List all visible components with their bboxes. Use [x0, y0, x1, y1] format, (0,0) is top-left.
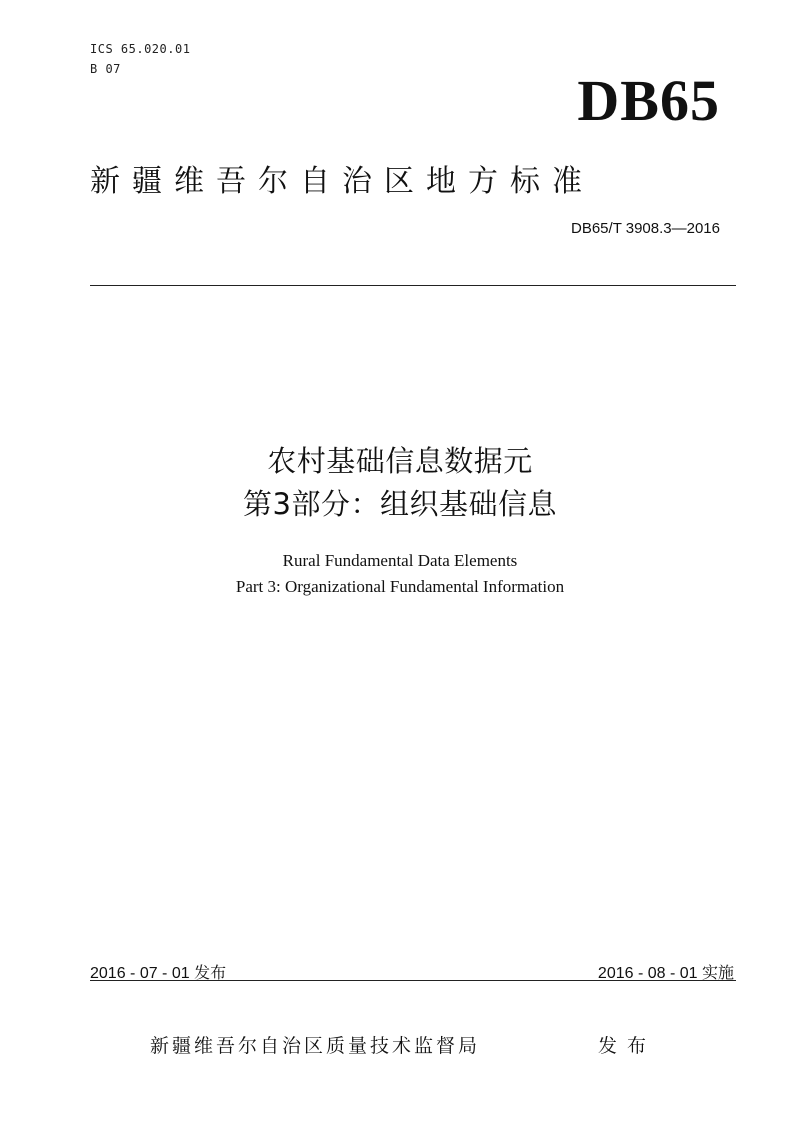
ics-code: ICS 65.020.01 [90, 42, 191, 56]
standard-type-heading: 新疆维吾尔自治区地方标准 [90, 164, 594, 199]
title-en-line1: Rural Fundamental Data Elements [282, 551, 518, 570]
ccs-code: B 07 [90, 62, 121, 76]
title-en-line2: Part 3: Organizational Fundamental Information [235, 577, 565, 596]
publish-date: 2016 - 07 - 01 发布 [90, 965, 227, 982]
top-divider [90, 285, 736, 286]
issuer-name: 新疆维吾尔自治区质量技术监督局 [150, 1035, 481, 1057]
title-cn-line1: 农村基础信息数据元 [267, 444, 533, 478]
title-cn-line2: 第3部分：组织基础信息 [243, 487, 557, 521]
implement-date: 2016 - 08 - 01 实施 [597, 965, 734, 982]
standard-number: DB65/T 3908.3—2016 [571, 220, 720, 237]
issuer-action: 发布 [598, 1035, 657, 1057]
bottom-divider [90, 980, 736, 981]
db-code-logo: DB65 [577, 68, 720, 133]
